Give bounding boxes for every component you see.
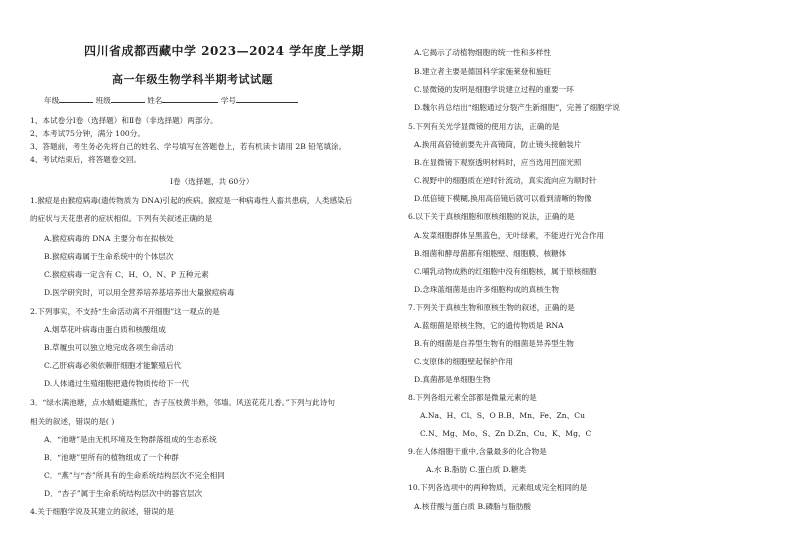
exam-title: 高一年级生物学科半期考试试题 bbox=[112, 73, 273, 86]
student-info-row bbox=[44, 94, 298, 106]
question-line: 9.在人体细胞干重中,含量最多的化合物是 bbox=[408, 447, 547, 456]
class-label: 班级 bbox=[95, 96, 111, 105]
question-line: 1.猴痘是由猴痘病毒(遗传物质为 DNA)引起的疾病。猴痘是一种病毒性人畜共患病，人类感染后 bbox=[30, 196, 353, 205]
option-line: B.在显微镜下观察透明材料时，应当选用凹面光照 bbox=[414, 158, 582, 167]
question-line: 8.下列各组元素全部都是微量元素的是 bbox=[408, 393, 537, 402]
question-line: 6.以下关于真核细胞和原核细胞的说法，正确的是 bbox=[408, 212, 575, 221]
option-line: B．“池塘”里所有的植物组成了一个种群 bbox=[44, 453, 179, 462]
option-line: C.视野中的细胞质在逆时针流动，真实流向应为顺时针 bbox=[414, 176, 597, 185]
option-line: C.猴痘病毒一定含有 C、H、O、N、P 五种元素 bbox=[44, 270, 209, 279]
option-line: D.人体通过生殖细胞把遗传物质传给下一代 bbox=[44, 379, 189, 388]
option-line: D．“杏子”属于生命系统结构层次中的器官层次 bbox=[44, 489, 203, 498]
instruction-line: 3、答题前，考生务必先将自己的姓名、学号填写在答题卷上，若有机读卡请用 2B 铅笔填涂。 bbox=[30, 142, 347, 151]
name-blank[interactable] bbox=[162, 94, 218, 103]
option-line: A.蓝细菌是原核生物，它的遗传物质是 RNA bbox=[414, 321, 564, 330]
option-line: A.猴痘病毒的 DNA 主要分布在拟核处 bbox=[44, 234, 174, 243]
right-column bbox=[404, 0, 774, 560]
option-line: A．“池塘”是由无机环境及生物群落组成的生态系统 bbox=[44, 435, 217, 444]
student-no-blank[interactable] bbox=[236, 94, 298, 103]
name-label: 姓名 bbox=[147, 96, 163, 105]
section-title: Ⅰ卷（选择题，共 60分） bbox=[170, 177, 254, 186]
option-line: C.N、Mg、Mo、S、Zn D.Zn、Cu、K、Mg、C bbox=[420, 429, 592, 438]
option-line: A.烟草花叶病毒由蛋白质和核酸组成 bbox=[44, 325, 166, 334]
question-line: 相关的叙述，错误的是( ) bbox=[30, 417, 115, 426]
question-line: 2.下列事实，不支持“生命活动离不开细胞”这一观点的是 bbox=[30, 307, 220, 316]
option-line: D.念珠蓝细菌是由许多细胞构成的真核生物 bbox=[414, 285, 559, 294]
question-line: 5.下列有关光学显微镜的使用方法，正确的是 bbox=[408, 122, 560, 131]
option-line: A.发菜细胞群体呈黑蓝色，无叶绿素，不能进行光合作用 bbox=[414, 231, 605, 240]
option-line: C.支原体的细胞壁起保护作用 bbox=[414, 357, 514, 366]
option-line: C．“燕”与“杏”所具有的生命系统结构层次不完全相同 bbox=[44, 471, 225, 480]
option-line: A.它揭示了动植物细胞的统一性和多样性 bbox=[414, 48, 551, 57]
option-line: C.哺乳动物成熟的红细胞中没有细胞核，属于原核细胞 bbox=[414, 267, 597, 276]
school-term-title: 四川省成都西藏中学 2023—2024 学年度上学期 bbox=[84, 44, 365, 58]
option-line: C.显微镜的发明是细胞学说建立过程的重要一环 bbox=[414, 85, 574, 94]
question-line: 10.下列各选项中的两种物质，元素组成完全相同的是 bbox=[408, 483, 588, 492]
option-line: B.细菌和酵母菌都有细胞壁、细胞膜、核糖体 bbox=[414, 249, 567, 258]
question-line: 4.关于细胞学说及其建立的叙述，错误的是 bbox=[30, 507, 174, 516]
option-line: B.建立者主要是德国科学家施莱登和施旺 bbox=[414, 67, 552, 76]
option-line: B.有的细菌是自养型生物有的细菌是异养型生物 bbox=[414, 339, 574, 348]
student-no-label: 学号 bbox=[220, 96, 237, 105]
option-line: D.低倍镜下模糊,换用高倍镜后就可以看到清晰的物像 bbox=[414, 194, 592, 203]
option-line: D.医学研究时，可以用全营养培养基培养出大量猴痘病毒 bbox=[44, 288, 235, 297]
option-line: D.魏尔肖总结出“细胞通过分裂产生新细胞”，完善了细胞学说 bbox=[414, 103, 620, 112]
grade-label: 年级 bbox=[44, 96, 60, 105]
option-line: A.换用高倍镜前要先升高镜筒，防止镜头接触装片 bbox=[414, 140, 582, 149]
class-blank[interactable] bbox=[111, 94, 145, 103]
option-line: B.草履虫可以独立地完成各项生命活动 bbox=[44, 343, 174, 352]
instruction-line: 2、本考试75分钟，满分 100分。 bbox=[30, 129, 145, 138]
question-line: 的症状与天花患者的症状相似。下列有关叙述正确的是 bbox=[30, 214, 213, 223]
option-line: B.猴痘病毒属于生命系统中的个体层次 bbox=[44, 252, 174, 261]
instruction-line: 4、考试结束后，将答题卷交回。 bbox=[30, 155, 142, 164]
grade-blank[interactable] bbox=[59, 94, 93, 103]
option-line: A.Na、H、Cl、S、O B.B、Mn、Fe、Zn、Cu bbox=[420, 411, 585, 420]
option-line: C.乙肝病毒必须依赖肝细胞才能繁殖后代 bbox=[44, 361, 182, 370]
left-column bbox=[30, 0, 390, 560]
option-line: D.真菌都是单细胞生物 bbox=[414, 375, 491, 384]
question-line: 7.下列关于真核生物和原核生物的叙述，正确的是 bbox=[408, 303, 575, 312]
instruction-line: 1、本试卷分Ⅰ卷（选择题）和Ⅱ卷（非选择题）两部分。 bbox=[30, 116, 218, 125]
option-line: A.核苷酸与蛋白质 B.磷脂与脂肪酸 bbox=[414, 502, 532, 511]
option-line: A.水 B.脂肪 C.蛋白质 D.糖类 bbox=[426, 465, 527, 474]
question-line: 3．“绿水满池塘，点水蜻蜓避燕忙，杏子压枝黄半熟，邻墙。风送花花儿香。”下列与此诗句 bbox=[30, 398, 335, 407]
